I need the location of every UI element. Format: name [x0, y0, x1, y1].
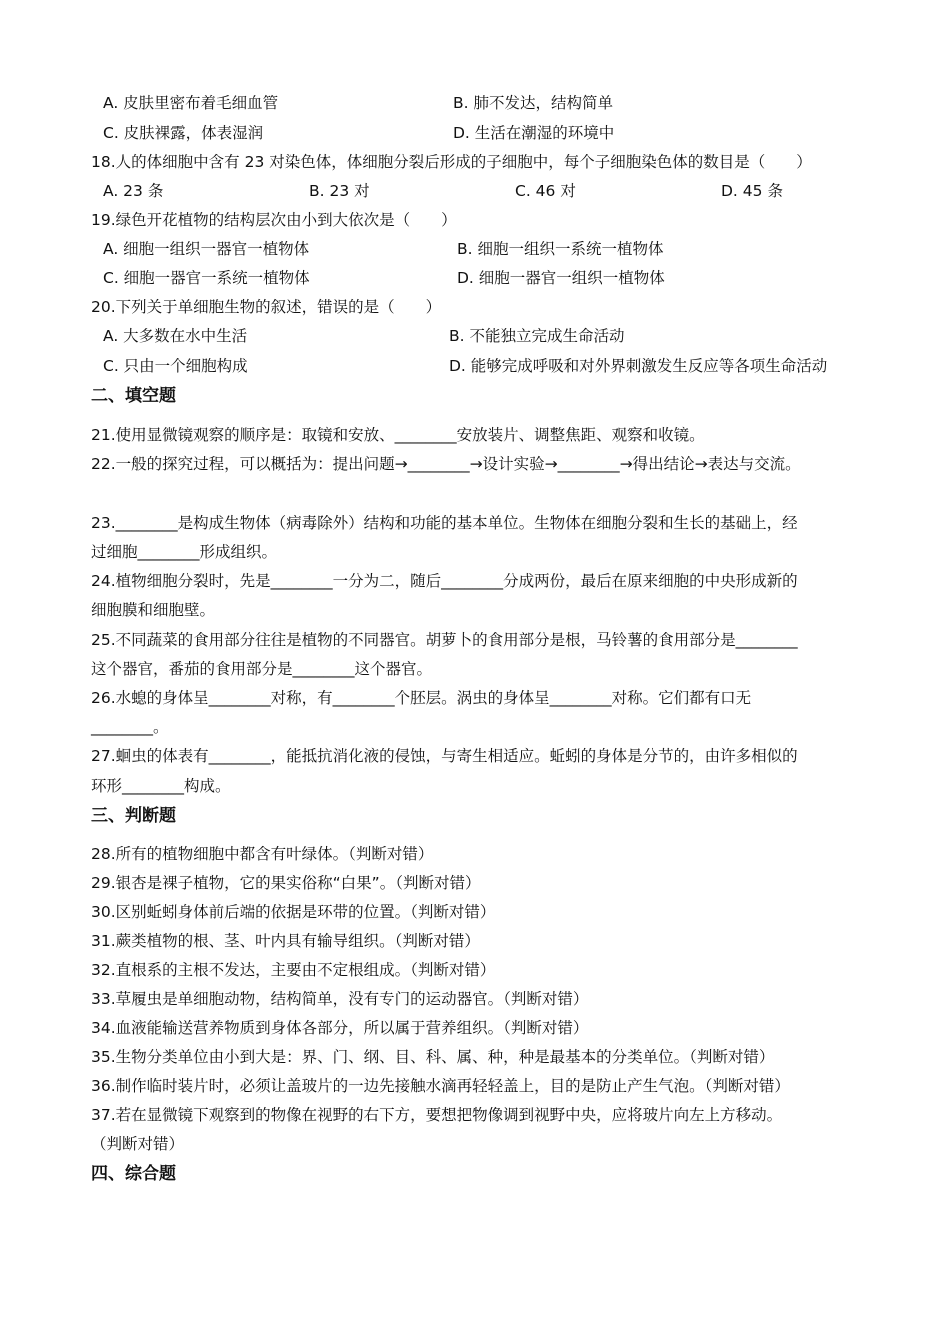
q30: 30.区别蚯蚓身体前后端的依据是环带的位置。（判断对错）	[91, 903, 496, 921]
section-judge-heading: 三、判断题	[91, 806, 176, 826]
q35: 35.生物分类单位由小到大是：界、门、纲、目、科、属、种，种是最基本的分类单位。（判断对错）	[91, 1048, 775, 1066]
q23-line1: 23.________是构成生物体（病毒除外）结构和功能的基本单位。生物体在细胞分裂和生长的基础上，经	[91, 514, 798, 532]
q20-stem: 20.下列关于单细胞生物的叙述，错误的是（ ）	[91, 298, 442, 316]
q19-option-b: B. 细胞一组织一系统一植物体	[457, 240, 664, 258]
q21: 21.使用显微镜观察的顺序是：取镜和安放、________安放装片、调整焦距、观察和收镜。	[91, 426, 705, 444]
q23-line2: 过细胞________形成组织。	[91, 543, 278, 561]
q27-line1: 27.蛔虫的体表有________，能抵抗消化液的侵蚀，与寄生相适应。蚯蚓的身体是分节的，由许多相似的	[91, 747, 798, 765]
q29: 29.银杏是裸子植物，它的果实俗称“白果”。（判断对错）	[91, 874, 481, 892]
q36: 36.制作临时装片时，必须让盖玻片的一边先接触水滴再轻轻盖上，目的是防止产生气泡。（判断对错）	[91, 1077, 790, 1095]
q37-line2: （判断对错）	[91, 1135, 185, 1153]
q17-option-d: D. 生活在潮湿的环境中	[453, 124, 615, 142]
q27-line2: 环形________构成。	[91, 777, 231, 795]
q20-option-c: C. 只由一个细胞构成	[103, 357, 248, 375]
q18-option-d: D. 45 条	[721, 182, 783, 200]
q37-line1: 37.若在显微镜下观察到的物像在视野的右下方，要想把物像调到视野中央，应将玻片向左上方移动。	[91, 1106, 783, 1124]
q32: 32.直根系的主根不发达，主要由不定根组成。（判断对错）	[91, 961, 496, 979]
q24-line1: 24.植物细胞分裂时，先是________一分为二，随后________分成两份，最后在原来细胞的中央形成新的	[91, 572, 798, 590]
q19-option-a: A. 细胞一组织一器官一植物体	[103, 240, 310, 258]
q26-line1: 26.水螅的身体呈________对称，有________个胚层。涡虫的身体呈________对称。它们都有口无	[91, 689, 752, 707]
q17-option-a: A. 皮肤里密布着毛细血管	[103, 94, 279, 112]
section-comprehensive-heading: 四、综合题	[91, 1164, 176, 1184]
q25-line2: 这个器官，番茄的食用部分是________这个器官。	[91, 660, 433, 678]
q19-stem: 19.绿色开花植物的结构层次由小到大依次是（ ）	[91, 211, 457, 229]
q26-line2: ________。	[91, 718, 169, 736]
q18-stem: 18.人的体细胞中含有 23 对染色体，体细胞分裂后形成的子细胞中，每个子细胞染色体的数目是（ ）	[91, 153, 812, 171]
q20-option-d: D. 能够完成呼吸和对外界刺激发生反应等各项生命活动	[449, 357, 828, 375]
q17-option-c: C. 皮肤裸露，体表湿润	[103, 124, 264, 142]
q31: 31.蕨类植物的根、茎、叶内具有输导组织。（判断对错）	[91, 932, 480, 950]
q33: 33.草履虫是单细胞动物，结构简单，没有专门的运动器官。（判断对错）	[91, 990, 589, 1008]
q19-option-d: D. 细胞一器官一组织一植物体	[457, 269, 665, 287]
section-fill-blank-heading: 二、填空题	[91, 386, 176, 406]
q24-line2: 细胞膜和细胞壁。	[91, 601, 216, 619]
q28: 28.所有的植物细胞中都含有叶绿体。（判断对错）	[91, 845, 434, 863]
q22: 22.一般的探究过程，可以概括为：提出问题→________→设计实验→________→得出结论→表达与交流。	[91, 455, 801, 473]
q20-option-a: A. 大多数在水中生活	[103, 327, 248, 345]
q20-option-b: B. 不能独立完成生命活动	[449, 327, 625, 345]
q25-line1: 25.不同蔬菜的食用部分往往是植物的不同器官。胡萝卜的食用部分是根，马铃薯的食用部分是________	[91, 631, 798, 649]
q17-option-b: B. 肺不发达，结构简单	[453, 94, 613, 112]
q19-option-c: C. 细胞一器官一系统一植物体	[103, 269, 310, 287]
q34: 34.血液能输送营养物质到身体各部分，所以属于营养组织。（判断对错）	[91, 1019, 589, 1037]
q18-option-c: C. 46 对	[515, 182, 576, 200]
q18-option-a: A. 23 条	[103, 182, 164, 200]
q18-option-b: B. 23 对	[309, 182, 370, 200]
